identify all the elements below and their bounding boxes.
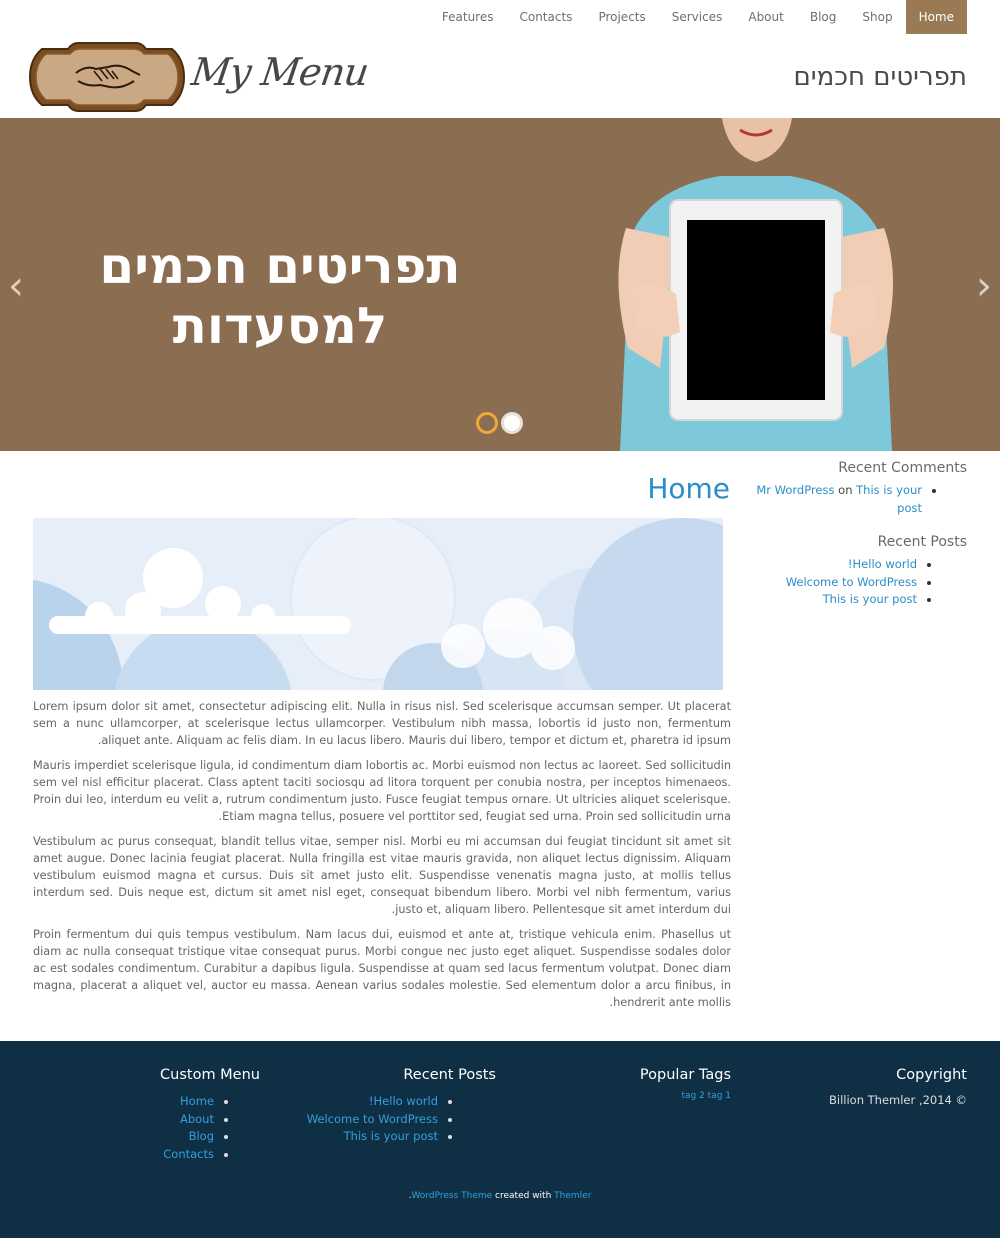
site-footer xyxy=(0,1041,1000,1238)
woman-holding-tablet-image xyxy=(610,118,900,451)
footer-recent-posts-list xyxy=(296,1093,456,1146)
credit-end: . xyxy=(408,1191,412,1201)
comment-post-link[interactable]: This is your post xyxy=(856,483,922,515)
content-paragraph: Proin fermentum dui quis tempus vestibulum. Nam lacus dui, euismod et ante at, tristique vehicula enim. Phasellus ut diam ac nulla consequat tristique vitae consequat purus. Morbi congue nec justo eget aliquet. Suspendisse sodales dolor ac est sodales condimentum. Curabitur a dapibus ligula. Suspendisse at quam sed lacus fermentum volutpat. Donec diam magna, placerat a aliquet vel, auctor eu massa. Aenean varius sodales molestie. Sed elementum dolor a arcu finibus, in hendrerit ante mollis. xyxy=(33,928,731,1009)
content-paragraph: Vestibulum ac purus consequat, blandit tellus vitae, semper nisl. Morbi eu mi accumsan dui feugiat tincidunt sit amet sit amet augue. Donec lacinia feugiat placerat. Nulla fringilla est vitae mauris gravida, non aliquet lectus dignissim. Aliquam vestibulum euismod magna et cursus. Duis sit amet justo elit. Suspendisse venenatis magna justo, at mollis tellus interdum sed. Duis neque est, dictum sit amet nisl eget, consequat bibendum libero. Morbi vel nibh fermentum, varius justo et, aliquam libero. Pellentesque sit amet interdum dui. xyxy=(33,835,731,916)
nav-item-shop[interactable]: Shop xyxy=(862,10,893,24)
slide-headline xyxy=(60,236,500,356)
content-paragraph: Mauris imperdiet scelerisque ligula, id condimentum diam lobortis ac. Morbi euismod non lectus ac laoreet. Sed sollicitudin sem vel nisl efficitur placerat. Class aptent taciti sociosqu ad litora torquent per conubia nostra, per inceptos himenaeos. Proin dui leo, interdum eu velit a, rutrum condimentum justo. Fusce feugiat tempus ornare. Ut ultricies aliquet scelerisque. Etiam magna tellus, posuere vel porttitor sed, feugiat sed urna. Proin sed sollicitudin urna. xyxy=(33,759,731,823)
footer-copyright xyxy=(767,1067,967,1107)
post-content xyxy=(33,698,731,1019)
footer-menu-link-contacts[interactable]: Contacts xyxy=(163,1146,214,1161)
logo-text[interactable]: My Menu xyxy=(188,50,371,94)
nav-item-home[interactable]: Home xyxy=(906,0,967,34)
copyright-text: © 2014, Billion Themler xyxy=(829,1093,967,1107)
nav-item-services[interactable]: Services xyxy=(671,10,723,24)
footer-custom-menu-list xyxy=(60,1093,232,1163)
slider-prev-arrow-icon[interactable]: ‹ xyxy=(8,263,24,309)
credit-mid: created with xyxy=(495,1191,552,1201)
list-item xyxy=(60,1111,214,1129)
footer-tags-heading: Popular Tags xyxy=(639,1067,731,1083)
list-item xyxy=(296,1093,438,1111)
footer-recent-posts xyxy=(296,1067,496,1146)
recent-posts-list xyxy=(737,556,917,609)
page-title: Home xyxy=(647,472,730,505)
nav-item-blog[interactable]: Blog xyxy=(809,10,837,24)
footer-menu-link-about[interactable]: About xyxy=(179,1111,214,1126)
list-item xyxy=(737,591,917,609)
recent-post-link[interactable]: Hello world! xyxy=(847,557,917,571)
footer-post-link[interactable]: Welcome to WordPress xyxy=(306,1111,438,1126)
list-item xyxy=(737,574,917,592)
list-item xyxy=(737,556,917,574)
footer-popular-tags xyxy=(531,1067,731,1101)
hero-slider xyxy=(0,118,1000,451)
wordpress-theme-link[interactable]: WordPress Theme xyxy=(411,1191,493,1201)
tag-link[interactable]: tag 2 xyxy=(681,1091,705,1101)
slide-headline-line1: תפריטים חכמים xyxy=(99,237,461,295)
list-item xyxy=(737,482,922,517)
comment-on-text: on xyxy=(838,483,853,497)
site-title: תפריטים חכמים xyxy=(793,62,967,92)
footer-post-link[interactable]: This is your post xyxy=(343,1129,438,1143)
slider-pagination xyxy=(476,412,523,434)
footer-custom-menu-heading: Custom Menu xyxy=(160,1067,260,1083)
nav-item-about[interactable]: About xyxy=(748,10,784,24)
nav-item-projects[interactable]: Projects xyxy=(598,10,646,24)
slider-next-arrow-icon[interactable]: › xyxy=(976,263,992,309)
content-paragraph: Lorem ipsum dolor sit amet, consectetur adipiscing elit. Nulla in risus nisl. Sed scelerisque accumsan semper. Ut placerat sem a nunc ullamcorper, at scelerisque lectus ullamcorper. Vestibulum nibh massa, lobortis id justo non, fermentum aliquet ante. Aliquam ac felis diam. In eu lacus libero. Mauris dui libero, tempor et dictum et, pharetra id ipsum. xyxy=(33,700,731,747)
recent-post-link[interactable]: Welcome to WordPress xyxy=(785,574,917,589)
footer-recent-posts-heading: Recent Posts xyxy=(403,1067,496,1083)
top-nav xyxy=(429,0,967,34)
recent-post-link[interactable]: This is your post xyxy=(822,592,917,606)
recent-posts-heading: Recent Posts xyxy=(877,534,967,550)
themler-link[interactable]: Themler xyxy=(554,1191,592,1201)
clouds-illustration-image xyxy=(33,518,723,690)
list-item xyxy=(296,1128,438,1146)
slider-dot-1[interactable] xyxy=(476,412,498,434)
list-item xyxy=(60,1128,214,1146)
comment-author-link[interactable]: Mr WordPress xyxy=(756,483,835,497)
tag-cloud xyxy=(531,1091,731,1101)
site-header xyxy=(0,34,1000,118)
footer-custom-menu xyxy=(60,1067,260,1163)
footer-credit xyxy=(0,1191,1000,1201)
slider-dot-2[interactable] xyxy=(501,412,523,434)
list-item xyxy=(296,1111,438,1129)
slide-headline-line2: למסעדות xyxy=(172,297,388,355)
nav-item-features[interactable]: Features xyxy=(441,10,494,24)
handshake-logo-icon[interactable] xyxy=(28,41,186,113)
footer-menu-link-home[interactable]: Home xyxy=(180,1094,214,1108)
recent-comments-heading: Recent Comments xyxy=(838,460,967,476)
tag-link[interactable]: tag 1 xyxy=(707,1091,731,1101)
nav-item-contacts[interactable]: Contacts xyxy=(519,10,573,24)
footer-menu-link-blog[interactable]: Blog xyxy=(188,1129,214,1143)
footer-copyright-heading: Copyright xyxy=(896,1067,967,1083)
footer-post-link[interactable]: Hello world! xyxy=(368,1094,438,1108)
sidebar xyxy=(737,460,967,626)
recent-comments-list xyxy=(737,482,922,517)
list-item xyxy=(60,1146,214,1164)
list-item xyxy=(60,1093,214,1111)
